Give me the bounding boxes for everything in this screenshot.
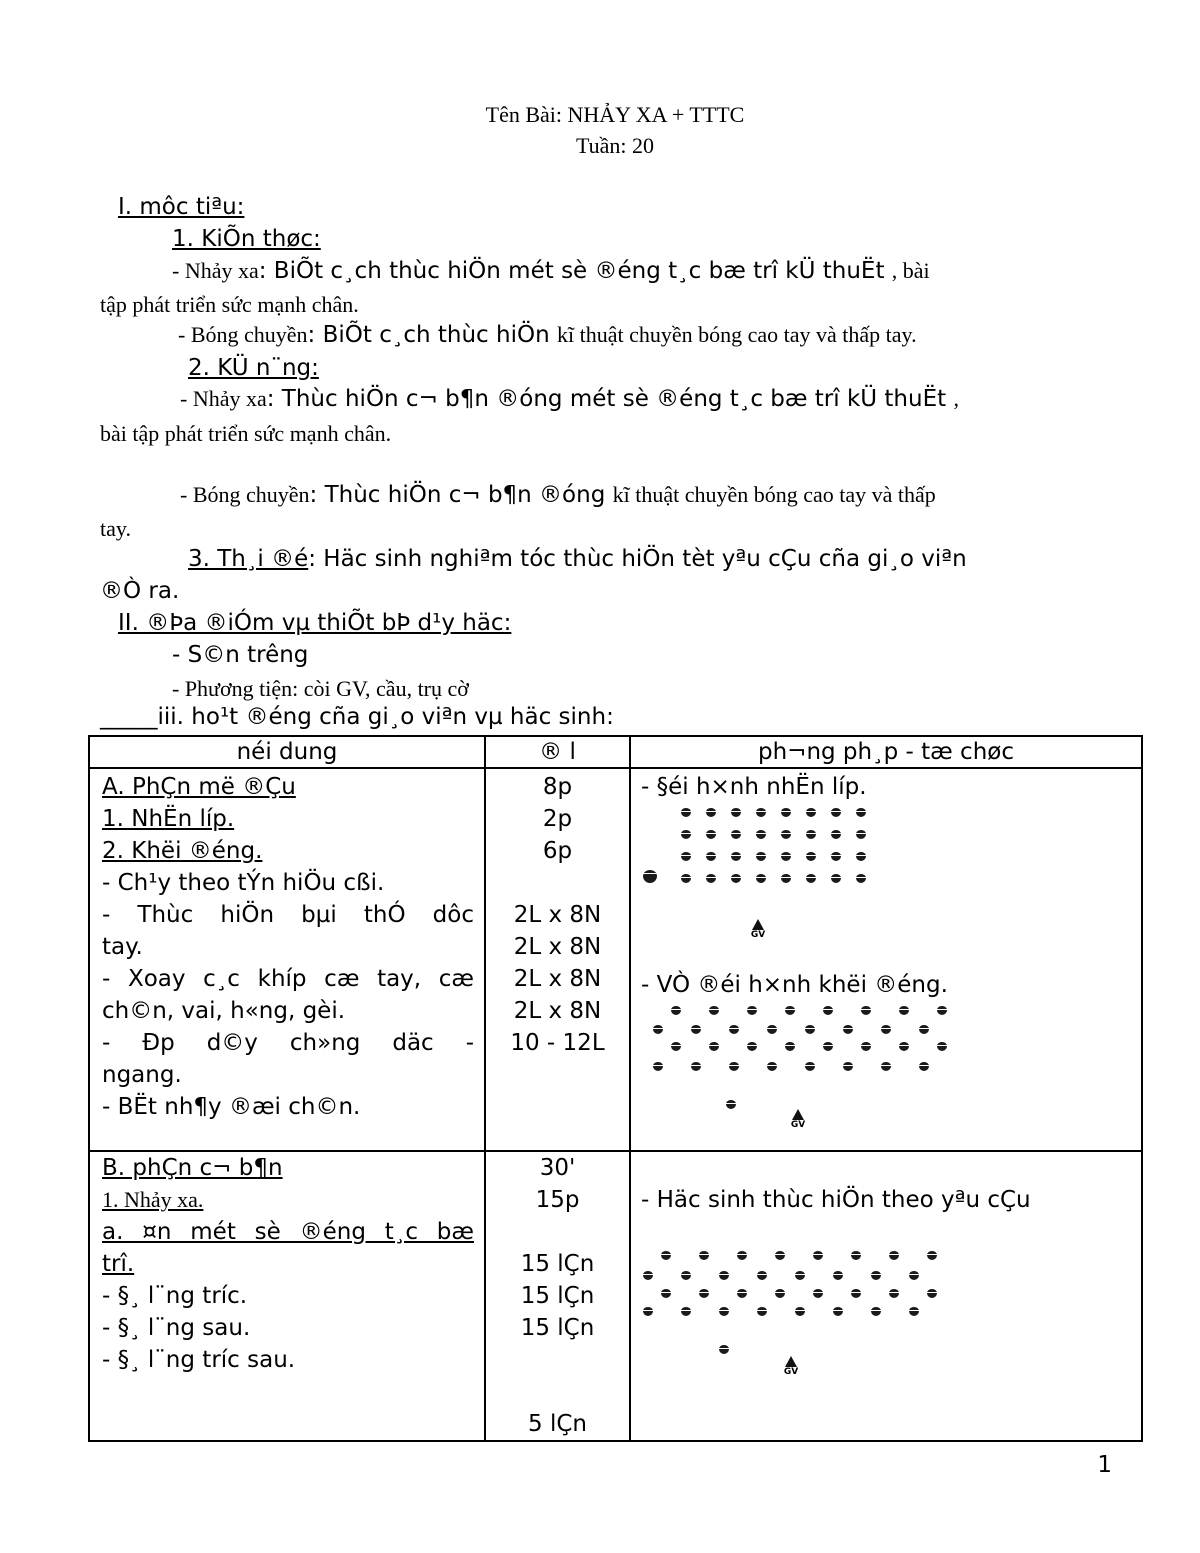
student-marker	[881, 1061, 891, 1071]
part-b-long-jump: 1. Nhảy xa.	[102, 1187, 204, 1212]
student-marker	[785, 1041, 795, 1051]
student-marker	[813, 1288, 823, 1298]
student-marker	[767, 1061, 777, 1071]
student-marker	[806, 851, 816, 861]
student-marker	[681, 1270, 691, 1280]
formation-practice-label: - Häc sinh thùc hiÖn theo yªu cÇu	[641, 1187, 1031, 1213]
student-marker	[671, 1005, 681, 1015]
skills-long-jump: - Nhảy xa: Thùc hiÖn c¬ b¶n ®óng mét sè ®éng t¸c bæ trî kÜ thuËt ,	[180, 386, 959, 412]
student-marker	[709, 1041, 719, 1051]
student-marker	[785, 1005, 795, 1015]
student-marker	[699, 1250, 709, 1260]
skills-long-jump-cont: bài tập phát triển sức mạnh chân.	[100, 421, 392, 446]
part-b-dose-column	[486, 1152, 629, 1440]
student-marker	[909, 1306, 919, 1316]
student-marker	[805, 1061, 815, 1071]
student-marker	[709, 1005, 719, 1015]
student-marker	[661, 1250, 671, 1260]
student-marker	[833, 1270, 843, 1280]
student-marker	[937, 1041, 947, 1051]
student-marker	[719, 1344, 729, 1354]
student-marker	[927, 1288, 937, 1298]
student-marker	[775, 1250, 785, 1260]
student-marker	[795, 1306, 805, 1316]
table-row-part-b	[89, 1151, 1142, 1441]
student-marker	[856, 851, 866, 861]
dose-value: 2L x 8N	[513, 966, 602, 992]
list-item-cont: ch©n, vai, h«ng, gèi.	[102, 998, 346, 1024]
header-content: néi dung	[89, 736, 485, 768]
student-marker	[861, 1041, 871, 1051]
part-a-method-cell	[631, 769, 1141, 1150]
student-marker	[927, 1250, 937, 1260]
student-marker	[691, 1024, 701, 1034]
student-marker	[781, 829, 791, 839]
student-marker	[831, 807, 841, 817]
student-marker	[671, 1041, 681, 1051]
student-marker	[856, 807, 866, 817]
dose-value	[486, 1344, 629, 1376]
student-marker	[681, 829, 691, 839]
student-marker	[831, 851, 841, 861]
student-marker	[719, 1306, 729, 1316]
student-marker	[681, 873, 691, 883]
student-marker	[757, 1306, 767, 1316]
equipment-item: - Phương tiện: còi GV, cầu, trụ cờ	[172, 676, 469, 701]
student-marker	[706, 829, 716, 839]
attitude-heading: 3. Th¸i ®é	[188, 546, 309, 572]
section-1-heading: I. môc tiªu:	[118, 194, 245, 220]
student-marker	[871, 1306, 881, 1316]
location-item: - S©n trêng	[172, 642, 309, 668]
lesson-title: Tên Bài: NHẢY XA + TTTC	[485, 102, 745, 127]
student-marker	[726, 1099, 736, 1109]
student-marker	[775, 1288, 785, 1298]
student-marker	[681, 807, 691, 817]
teacher-marker: GV	[783, 1109, 813, 1130]
student-marker	[823, 1005, 833, 1015]
student-marker	[699, 1288, 709, 1298]
teacher-marker: GV	[776, 1356, 806, 1377]
dose-value	[486, 867, 629, 899]
dose-value: 15 lÇn	[520, 1283, 595, 1309]
dose-value: 6p	[542, 838, 573, 864]
student-marker	[889, 1288, 899, 1298]
part-b-method-cell	[631, 1152, 1141, 1438]
student-marker	[643, 869, 657, 883]
student-marker	[851, 1288, 861, 1298]
knowledge-heading: 1. KiÕn thøc:	[172, 226, 321, 252]
student-marker	[909, 1270, 919, 1280]
dose-value: 30'	[539, 1155, 576, 1181]
student-marker	[737, 1250, 747, 1260]
student-marker	[919, 1061, 929, 1071]
student-marker	[706, 851, 716, 861]
part-a-heading: A. PhÇn më ®Çu	[102, 774, 296, 800]
dose-value: 5 lÇn	[528, 1411, 587, 1437]
student-marker	[756, 873, 766, 883]
dose-value	[486, 1376, 629, 1408]
student-marker	[831, 829, 841, 839]
part-a-dose-column	[486, 769, 629, 1059]
attitude-cont: ®Ò ra.	[100, 578, 180, 604]
dose-value: 15 lÇn	[520, 1315, 595, 1341]
student-marker	[706, 807, 716, 817]
student-marker	[729, 1024, 739, 1034]
dose-value: 8p	[542, 774, 573, 800]
student-marker	[831, 873, 841, 883]
student-marker	[881, 1024, 891, 1034]
list-item: - BËt nh¶y ®æi ch©n.	[102, 1094, 361, 1120]
student-marker	[889, 1250, 899, 1260]
page-number: 1	[1097, 1452, 1112, 1478]
table-header-row	[89, 736, 1142, 768]
student-marker	[899, 1005, 909, 1015]
student-marker	[756, 829, 766, 839]
section-3-heading: _____iii. ho¹t ®éng cña gi¸o viªn vµ häc sinh:	[100, 704, 614, 730]
dose-value: 2L x 8N	[513, 902, 602, 928]
student-marker	[737, 1288, 747, 1298]
student-marker	[691, 1061, 701, 1071]
formation-warmup-label: - VÒ ®éi h×nh khëi ®éng.	[641, 972, 948, 998]
dose-value: 15 lÇn	[520, 1251, 595, 1277]
student-marker	[756, 851, 766, 861]
student-marker	[805, 1024, 815, 1034]
student-marker	[756, 807, 766, 817]
list-item: - §¸ l¨ng tríc.	[102, 1283, 248, 1309]
teacher-marker: GV	[743, 919, 773, 940]
dose-value: 2L x 8N	[513, 934, 602, 960]
part-a-warmup: 2. Khëi ®éng.	[102, 838, 263, 864]
student-marker	[806, 829, 816, 839]
student-marker	[719, 1270, 729, 1280]
student-marker	[823, 1041, 833, 1051]
dose-value: 2L x 8N	[513, 998, 602, 1024]
student-marker	[661, 1288, 671, 1298]
student-marker	[731, 873, 741, 883]
knowledge-long-jump-cont: tập phát triển sức mạnh chân.	[100, 292, 359, 317]
list-item-cont: ngang.	[102, 1062, 182, 1088]
student-marker	[706, 873, 716, 883]
student-marker	[856, 873, 866, 883]
attitude-line: 3. Th¸i ®é: Häc sinh nghiªm tóc thùc hiÖn tèt yªu cÇu cña gi¸o viªn	[188, 546, 967, 572]
student-marker	[767, 1024, 777, 1034]
student-marker	[731, 807, 741, 817]
dose-value: 15p	[535, 1187, 580, 1213]
list-item: - Ch¹y theo tÝn hiÖu cßi.	[102, 870, 385, 896]
student-marker	[806, 807, 816, 817]
list-item: - §¸ l¨ng sau.	[102, 1315, 251, 1341]
header-dose: ® l	[485, 736, 630, 768]
student-marker	[681, 851, 691, 861]
student-marker	[851, 1250, 861, 1260]
skills-volleyball: - Bóng chuyền: Thùc hiÖn c¬ b¶n ®óng kĩ thuật chuyền bóng cao tay và thấp	[180, 482, 936, 508]
student-marker	[747, 1005, 757, 1015]
student-marker	[781, 873, 791, 883]
student-marker	[843, 1061, 853, 1071]
student-marker	[856, 829, 866, 839]
list-item: - Thùc hiÖn bµi thÓ dôc	[102, 902, 474, 928]
skills-volleyball-cont: tay.	[100, 516, 131, 541]
dose-value: 2p	[542, 806, 573, 832]
part-b-drills: a. ¤n mét sè ®éng t¸c bæ	[102, 1219, 474, 1245]
student-marker	[643, 1306, 653, 1316]
student-marker	[653, 1024, 663, 1034]
header-method: ph¬ng ph¸p - tæ chøc	[630, 736, 1142, 768]
student-marker	[781, 807, 791, 817]
student-marker	[747, 1041, 757, 1051]
student-marker	[757, 1270, 767, 1280]
student-marker	[899, 1041, 909, 1051]
student-marker	[731, 851, 741, 861]
student-marker	[813, 1250, 823, 1260]
table-row-part-a	[89, 768, 1142, 1151]
student-marker	[843, 1024, 853, 1034]
formation-receive-label: - §éi h×nh nhËn líp.	[641, 774, 867, 800]
part-b-drills-cont: trî.	[102, 1251, 135, 1277]
dose-value	[486, 1216, 629, 1248]
student-marker	[833, 1306, 843, 1316]
part-b-heading: B. phÇn c¬ b¶n	[102, 1155, 283, 1181]
student-marker	[643, 1270, 653, 1280]
skills-heading: 2. KÜ n¨ng:	[188, 355, 319, 381]
knowledge-volleyball: - Bóng chuyền: BiÕt c¸ch thùc hiÖn kĩ thuật chuyền bóng cao tay và thấp tay.	[178, 322, 917, 348]
list-item: - Xoay c¸c khíp cæ tay, cæ	[102, 966, 474, 992]
student-marker	[806, 873, 816, 883]
list-item: - Ðp d©y ch»ng däc -	[102, 1030, 474, 1056]
student-marker	[795, 1270, 805, 1280]
student-marker	[731, 829, 741, 839]
list-item: - §¸ l¨ng tríc sau.	[102, 1347, 296, 1373]
student-marker	[861, 1005, 871, 1015]
student-marker	[937, 1005, 947, 1015]
student-marker	[681, 1306, 691, 1316]
student-marker	[729, 1061, 739, 1071]
knowledge-long-jump: - Nhảy xa: BiÕt c¸ch thùc hiÖn mét sè ®éng t¸c bæ trî kÜ thuËt , bài	[172, 258, 930, 284]
dose-value: 10 - 12L	[510, 1030, 605, 1056]
section-2-heading: II. ®Þa ®iÓm vµ thiÕt bÞ d¹y häc:	[118, 610, 512, 636]
lesson-week: Tuần: 20	[575, 133, 655, 158]
part-a-class-receive: 1. NhËn líp.	[102, 806, 235, 832]
list-item-cont: tay.	[102, 934, 143, 960]
student-marker	[919, 1024, 929, 1034]
student-marker	[653, 1061, 663, 1071]
student-marker	[871, 1270, 881, 1280]
student-marker	[781, 851, 791, 861]
lesson-plan-table	[88, 735, 1143, 1442]
